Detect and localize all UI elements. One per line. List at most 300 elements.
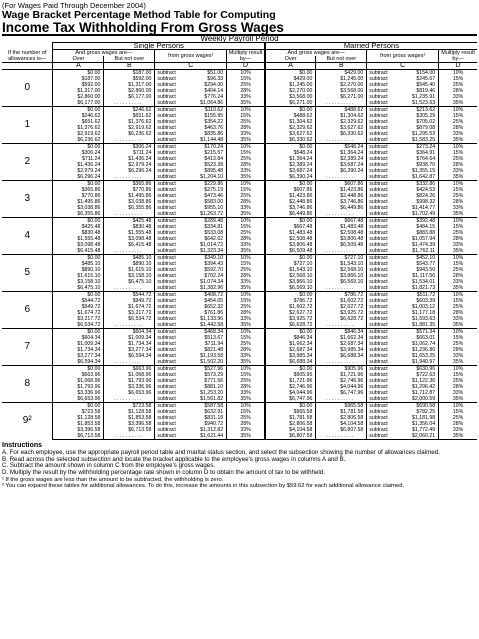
single-not-over-cell: . . . . . . . . . . xyxy=(104,359,155,366)
married-not-over-cell: $6,271.00 xyxy=(316,94,367,100)
single-over-cell: $2,979.24 xyxy=(53,168,104,174)
married-rate-cell: 28% xyxy=(439,347,477,353)
subtract-word: subtract xyxy=(369,242,388,248)
single-not-over-cell: $2,860.00 xyxy=(104,88,155,94)
married-over-cell: $1,543.10 xyxy=(265,267,316,273)
married-subtract-amount: $630.96 xyxy=(416,366,436,372)
married-rate-cell: 33% xyxy=(439,427,477,433)
married-subtract-amount: $364.91 xyxy=(416,150,436,156)
single-subtract-amount: $170.24 xyxy=(204,144,224,150)
period-note: (For Wages Paid Through December 2004) xyxy=(2,1,146,10)
married-not-over-cell: $1,423.86 xyxy=(316,187,367,193)
single-subtract-amount: $711.94 xyxy=(204,341,224,347)
single-not-over-cell: $6,296.24 xyxy=(104,168,155,174)
col-letter: C xyxy=(367,63,439,70)
married-over-cell: $1,721.96 xyxy=(265,378,316,384)
single-subtract-amount: $702.24 xyxy=(204,273,224,279)
single-not-over-cell: $365.86 xyxy=(104,181,155,188)
married-rate-cell: 35% xyxy=(439,285,477,292)
subtract-word: subtract xyxy=(369,82,388,88)
single-subtract-amount: $895.48 xyxy=(204,168,224,174)
single-not-over-cell: $6,355.86 xyxy=(104,205,155,211)
single-not-over-cell: $3,277.34 xyxy=(104,347,155,353)
single-over-cell: $3,098.48 xyxy=(53,242,104,248)
single-over-cell: $6,534.72 xyxy=(53,322,104,329)
married-not-over-cell: $667.48 xyxy=(316,218,367,225)
instruction-item: C. Subtract the amount shown in column C from the employee's gross wages. xyxy=(2,462,216,470)
married-subtract-amount: $1,712.87 xyxy=(412,390,436,396)
married-over-cell: $2,389.24 xyxy=(265,162,316,168)
single-over-cell: $425.48 xyxy=(53,224,104,230)
subtract-word: subtract xyxy=(157,242,176,248)
single-subtract-amount: $1,561.82 xyxy=(200,396,224,402)
allowance-count: 5 xyxy=(2,255,53,292)
single-not-over-cell: $3,038.86 xyxy=(104,199,155,205)
single-subtract-amount: $110.62 xyxy=(204,107,224,113)
allowance-count: 2 xyxy=(2,144,53,181)
married-rate-cell: 35% xyxy=(439,100,477,107)
single-over-cell: $0.00 xyxy=(53,218,104,225)
subtract-word: subtract xyxy=(157,359,176,365)
married-over-cell: $607.86 xyxy=(265,187,316,193)
married-not-over-cell: $727.10 xyxy=(316,255,367,262)
subtract-word: subtract xyxy=(369,390,388,396)
single-rate-cell: 35% xyxy=(227,433,265,440)
subtract-word: subtract xyxy=(369,403,388,409)
col-letter: D xyxy=(439,63,477,70)
married-not-over-cell: $429.00 xyxy=(316,70,367,77)
subtract-word: subtract xyxy=(369,335,388,341)
subtract-word: subtract xyxy=(369,347,388,353)
subtract-word: subtract xyxy=(157,415,176,421)
subtract-word: subtract xyxy=(369,218,388,224)
married-rate-cell: 33% xyxy=(439,353,477,359)
single-rate-cell: 15% xyxy=(227,261,265,267)
married-rate-cell: 15% xyxy=(439,261,477,267)
single-over-cell: $1,853.58 xyxy=(53,421,104,427)
married-not-over-cell: $607.86 xyxy=(316,181,367,188)
subtract-word: subtract xyxy=(157,199,176,205)
single-rate-cell: 35% xyxy=(227,285,265,292)
subtract-word: subtract xyxy=(369,205,388,211)
married-subtract-amount: $1,821.73 xyxy=(412,285,436,291)
single-subtract-amount: $1,323.34 xyxy=(200,248,224,254)
single-subtract-amount: $275.19 xyxy=(204,187,224,193)
married-not-over-cell: $1,304.62 xyxy=(316,113,367,119)
single-rate-cell: 10% xyxy=(227,255,265,262)
single-rate-cell: 10% xyxy=(227,329,265,336)
single-subtract-amount: $513.67 xyxy=(204,335,224,341)
subtract-word: subtract xyxy=(157,372,176,378)
subtract-word: subtract xyxy=(157,316,176,322)
single-subtract-amount: $1,014.72 xyxy=(200,242,224,248)
single-rate-cell: 35% xyxy=(227,137,265,144)
single-subtract-amount: $289.48 xyxy=(204,218,224,224)
col-letter: B xyxy=(316,63,367,70)
subtract-word: subtract xyxy=(369,322,388,328)
single-over-cell: $6,236.62 xyxy=(53,137,104,144)
single-rate-cell: 35% xyxy=(227,100,265,107)
single-subtract-amount: $821.48 xyxy=(204,347,224,353)
single-not-over-cell: . . . . . . . . . . xyxy=(104,285,155,292)
married-rate-cell: 10% xyxy=(439,366,477,373)
single-not-over-header: But not over xyxy=(104,56,155,63)
married-subtract-amount: $1,295.53 xyxy=(412,131,436,137)
allowance-count: 1 xyxy=(2,107,53,144)
married-not-over-cell: $1,543.10 xyxy=(316,261,367,267)
single-subtract-amount: $583.00 xyxy=(204,199,224,205)
single-rate-cell: 25% xyxy=(227,156,265,162)
married-subtract-cell xyxy=(367,433,439,440)
page-title: Income Tax Withholding From Gross Wages xyxy=(2,20,284,35)
single-not-over-cell: $6,475.10 xyxy=(104,279,155,285)
instruction-item: A. For each employee, use the appropriate payroll period table and marital status section, and select the subsection showing the number of allowances claimed. xyxy=(2,448,440,456)
single-rate-cell: 10% xyxy=(227,218,265,225)
single-not-over-cell: $711.24 xyxy=(104,150,155,156)
subtract-word: subtract xyxy=(369,181,388,187)
single-rate-cell: 28% xyxy=(227,125,265,131)
married-subtract-amount: $1,593.63 xyxy=(412,316,436,322)
married-not-over-cell: $6,688.34 xyxy=(316,353,367,359)
single-rate-cell: 33% xyxy=(227,316,265,322)
single-subtract-amount: $592.70 xyxy=(204,267,224,273)
single-over-cell: $1,793.96 xyxy=(53,384,104,390)
married-rate-cell: 10% xyxy=(439,70,477,77)
subtract-word: subtract xyxy=(157,205,176,211)
allowance-count: 4 xyxy=(2,218,53,255)
married-rate-cell: 15% xyxy=(439,298,477,304)
single-over-cell: $6,653.96 xyxy=(53,396,104,403)
married-not-over-cell: . . . . . . . . . . xyxy=(316,211,367,218)
single-not-over-cell: $1,495.86 xyxy=(104,193,155,199)
married-rate-cell: 33% xyxy=(439,94,477,100)
married-over-cell: $6,569.10 xyxy=(265,285,316,292)
single-subtract-amount: $573.29 xyxy=(204,372,224,378)
married-subtract-amount: $154.00 xyxy=(416,70,436,76)
married-subtract-amount: $452.10 xyxy=(416,255,436,261)
married-rate-cell: 28% xyxy=(439,310,477,316)
single-not-over-cell: $425.48 xyxy=(104,218,155,225)
single-subtract-amount: $413.84 xyxy=(204,156,224,162)
married-rate-cell: 28% xyxy=(439,199,477,205)
single-rate-cell: 25% xyxy=(227,267,265,273)
married-over-cell: $2,568.10 xyxy=(265,273,316,279)
single-not-over-cell: . . . . . . . . . . xyxy=(104,211,155,218)
single-not-over-cell: $1,555.48 xyxy=(104,230,155,236)
single-not-over-cell: $485.10 xyxy=(104,255,155,262)
married-not-over-cell: $3,985.34 xyxy=(316,347,367,353)
subtract-word: subtract xyxy=(157,390,176,396)
subtract-word: subtract xyxy=(157,322,176,328)
single-rate-cell: 15% xyxy=(227,335,265,341)
single-subtract-amount: $96.33 xyxy=(207,76,224,82)
single-subtract-amount: $523.38 xyxy=(204,162,224,168)
single-rate-cell: 35% xyxy=(227,174,265,181)
married-subtract-amount: $543.77 xyxy=(416,261,436,267)
married-rate-cell: 10% xyxy=(439,107,477,114)
married-not-over-cell: $6,449.86 xyxy=(316,205,367,211)
single-not-over-cell: $1,793.96 xyxy=(104,378,155,384)
married-not-over-cell: $2,687.34 xyxy=(316,341,367,347)
married-not-over-cell: $6,747.96 xyxy=(316,390,367,396)
married-not-over-cell: $2,270.00 xyxy=(316,82,367,88)
page-subtitle: Wage Bracket Percentage Method Table for Computing xyxy=(2,9,276,21)
subtract-word: subtract xyxy=(369,316,388,322)
single-subtract-amount: $354.22 xyxy=(204,119,224,125)
subtract-word: subtract xyxy=(369,372,388,378)
married-not-over-cell: . . . . . . . . . . xyxy=(316,174,367,181)
single-not-over-cell: $1,068.96 xyxy=(104,372,155,378)
single-rate-cell: 33% xyxy=(227,279,265,285)
single-subtract-amount: $215.57 xyxy=(204,150,224,156)
married-not-over-cell: $2,448.86 xyxy=(316,193,367,199)
subtract-word: subtract xyxy=(369,174,388,180)
married-not-over-header: But not over xyxy=(316,56,367,63)
subtract-word: subtract xyxy=(157,329,176,335)
allowance-count: 6 xyxy=(2,292,53,329)
single-over-cell: $2,860.00 xyxy=(53,94,104,100)
subtract-word: subtract xyxy=(157,137,176,143)
single-rate-cell: 28% xyxy=(227,347,265,353)
subtract-word: subtract xyxy=(369,168,388,174)
subtract-word: subtract xyxy=(369,125,388,131)
married-over-cell: $6,271.00 xyxy=(265,100,316,107)
subtract-word: subtract xyxy=(157,193,176,199)
subtract-word: subtract xyxy=(369,384,388,390)
married-over-cell: $6,688.34 xyxy=(265,359,316,366)
subtract-word: subtract xyxy=(369,285,388,291)
married-rate-cell: 10% xyxy=(439,181,477,188)
allowance-count: 8 xyxy=(2,366,53,403)
single-not-over-cell: $2,919.62 xyxy=(104,125,155,131)
married-over-cell: $1,304.62 xyxy=(265,119,316,125)
subtract-word: subtract xyxy=(369,378,388,384)
single-not-over-cell: $6,236.62 xyxy=(104,131,155,137)
single-not-over-cell: . . . . . . . . . . xyxy=(104,396,155,403)
married-over-cell: $3,866.10 xyxy=(265,279,316,285)
subtract-word: subtract xyxy=(369,341,388,347)
married-rate-cell: 15% xyxy=(439,76,477,82)
married-not-over-cell: $3,687.24 xyxy=(316,162,367,168)
single-over-cell: $1,068.96 xyxy=(53,378,104,384)
single-rate-cell: 10% xyxy=(227,181,265,188)
single-over-cell: $365.86 xyxy=(53,187,104,193)
subtract-word: subtract xyxy=(157,144,176,150)
single-subtract-amount: $51.00 xyxy=(207,70,224,76)
married-not-over-cell: . . . . . . . . . . xyxy=(316,322,367,329)
single-subtract-amount: $881.10 xyxy=(204,384,224,390)
single-subtract-amount: $955.10 xyxy=(204,205,224,211)
single-subtract-amount: $587.58 xyxy=(204,403,224,409)
married-subtract-amount: $998.32 xyxy=(416,199,436,205)
single-over-cell: $6,296.24 xyxy=(53,174,104,181)
subtract-word: subtract xyxy=(369,107,388,113)
married-over-cell: $2,627.72 xyxy=(265,310,316,316)
married-over-cell: $488.62 xyxy=(265,113,316,119)
single-over-cell: $0.00 xyxy=(53,366,104,373)
married-rate-cell: 15% xyxy=(439,150,477,156)
married-over-cell: $0.00 xyxy=(265,366,316,373)
single-subtract-amount: $155.95 xyxy=(204,113,224,119)
married-over-cell: $846.34 xyxy=(265,335,316,341)
subtract-word: subtract xyxy=(157,409,176,415)
married-subtract-amount: $1,702.49 xyxy=(412,211,436,217)
single-over-cell: $6,415.48 xyxy=(53,248,104,255)
married-subtract-amount: $819.46 xyxy=(416,88,436,94)
married-rate-cell: 28% xyxy=(439,273,477,279)
married-over-cell: $2,806.58 xyxy=(265,421,316,427)
subtract-word: subtract xyxy=(157,384,176,390)
single-subtract-amount: $771.56 xyxy=(204,378,224,384)
married-over-cell: $0.00 xyxy=(265,329,316,336)
single-subtract-amount: $533.08 xyxy=(204,230,224,236)
single-not-over-cell: $1,128.58 xyxy=(104,409,155,415)
married-over-cell: $3,568.00 xyxy=(265,94,316,100)
allowance-count: 0 xyxy=(2,70,53,107)
married-subtract-amount: $1,356.04 xyxy=(412,421,436,427)
subtract-word: subtract xyxy=(369,113,388,119)
married-over-cell: $1,781.58 xyxy=(265,415,316,421)
single-over-cell: $0.00 xyxy=(53,329,104,336)
married-over-cell: $1,483.48 xyxy=(265,230,316,236)
married-not-over-cell: $905.96 xyxy=(316,366,367,373)
married-rate-cell: 25% xyxy=(439,267,477,273)
single-not-over-cell: $3,158.10 xyxy=(104,273,155,279)
married-rate-cell: 33% xyxy=(439,242,477,248)
single-over-cell: $544.72 xyxy=(53,298,104,304)
single-rate-cell: 35% xyxy=(227,359,265,366)
single-persons-header: Single Persons xyxy=(53,43,265,50)
married-subtract-amount: $722.63 xyxy=(416,372,436,378)
married-over-cell: $429.00 xyxy=(265,76,316,82)
married-subtract-amount: $1,772.49 xyxy=(412,427,436,433)
married-rate-cell: 10% xyxy=(439,144,477,151)
subtract-word: subtract xyxy=(369,131,388,137)
married-rate-cell: 15% xyxy=(439,335,477,341)
married-over-cell: $786.72 xyxy=(265,298,316,304)
married-subtract-amount: $1,523.63 xyxy=(412,100,436,106)
single-not-over-cell: $6,594.34 xyxy=(104,353,155,359)
single-rate-cell: 28% xyxy=(227,236,265,242)
single-not-over-cell: $604.34 xyxy=(104,329,155,336)
married-rate-cell: 33% xyxy=(439,279,477,285)
single-subtract-amount: $1,442.58 xyxy=(200,322,224,328)
single-subtract-amount: $527.96 xyxy=(204,366,224,372)
subtract-word: subtract xyxy=(369,100,388,106)
married-not-over-cell: $548.24 xyxy=(316,144,367,151)
married-rate-cell: 33% xyxy=(439,205,477,211)
married-not-over-cell: $2,627.72 xyxy=(316,304,367,310)
single-not-over-cell: $3,336.96 xyxy=(104,384,155,390)
subtract-word: subtract xyxy=(369,409,388,415)
subtract-word: subtract xyxy=(157,261,176,267)
subtract-word: subtract xyxy=(157,76,176,82)
subtract-word: subtract xyxy=(157,187,176,193)
subtract-word: subtract xyxy=(157,267,176,273)
married-rate-cell: 25% xyxy=(439,156,477,162)
subtract-word: subtract xyxy=(369,415,388,421)
single-rate-cell: 25% xyxy=(227,119,265,125)
married-rate-cell: 33% xyxy=(439,168,477,174)
single-rate-cell: 28% xyxy=(227,384,265,390)
col-letter: C xyxy=(155,63,227,70)
single-over-cell: $890.10 xyxy=(53,267,104,273)
married-subtract-amount: $2,000.59 xyxy=(412,396,436,402)
subtract-word: subtract xyxy=(157,433,176,439)
married-rate-cell: 28% xyxy=(439,421,477,427)
married-over-cell: $3,746.86 xyxy=(265,205,316,211)
single-over-cell: $3,038.86 xyxy=(53,205,104,211)
single-not-over-cell: $949.72 xyxy=(104,298,155,304)
married-rate-cell: 10% xyxy=(439,329,477,336)
married-rate-cell: 33% xyxy=(439,131,477,137)
subtract-word: subtract xyxy=(369,236,388,242)
married-rate-cell: 15% xyxy=(439,372,477,378)
footnote: ¹ If the gross wages are less than the amount to be subtracted, the withholding is zero. xyxy=(2,476,224,483)
subtract-word: subtract xyxy=(157,218,176,224)
subtract-word: subtract xyxy=(369,279,388,285)
married-over-cell: $727.10 xyxy=(265,261,316,267)
single-over-cell: $3,158.10 xyxy=(53,279,104,285)
subtract-word: subtract xyxy=(157,70,176,76)
single-not-over-cell: $1,734.34 xyxy=(104,341,155,347)
married-rate-cell: 35% xyxy=(439,174,477,181)
subtract-word: subtract xyxy=(157,100,176,106)
married-not-over-cell: . . . . . . . . . . xyxy=(316,396,367,403)
single-over-cell: $1,128.58 xyxy=(53,415,104,421)
married-rate-cell: 28% xyxy=(439,162,477,168)
subtract-word: subtract xyxy=(157,150,176,156)
single-subtract-header: from gross wages¹ xyxy=(155,50,227,63)
married-subtract-amount: $690.58 xyxy=(416,403,436,409)
col-letter: B xyxy=(104,63,155,70)
single-rate-cell: 33% xyxy=(227,205,265,211)
married-not-over-cell: . . . . . . . . . . xyxy=(316,100,367,107)
subtract-word: subtract xyxy=(157,298,176,304)
single-not-over-cell: $651.62 xyxy=(104,113,155,119)
married-subtract-amount: $1,177.18 xyxy=(412,310,436,316)
subtract-word: subtract xyxy=(157,119,176,125)
single-subtract-amount: $1,382.96 xyxy=(200,285,224,291)
married-subtract-amount: $213.62 xyxy=(416,107,436,113)
single-rate-cell: 35% xyxy=(227,322,265,329)
married-over-cell: $6,449.86 xyxy=(265,211,316,218)
married-rate-cell: 35% xyxy=(439,433,477,440)
married-subtract-amount: $545.40 xyxy=(416,82,436,88)
single-over-cell: $0.00 xyxy=(53,292,104,299)
married-over-cell: $2,448.86 xyxy=(265,199,316,205)
single-over-cell: $6,475.10 xyxy=(53,285,104,292)
single-subtract-amount: $1,064.86 xyxy=(200,100,224,106)
single-rate-cell: 15% xyxy=(227,150,265,156)
subtract-word: subtract xyxy=(369,273,388,279)
single-over-cell: $0.00 xyxy=(53,70,104,77)
subtract-word: subtract xyxy=(157,366,176,372)
married-rate-cell: 35% xyxy=(439,359,477,366)
single-rate-cell: 33% xyxy=(227,427,265,433)
single-rate-cell: 33% xyxy=(227,131,265,137)
subtract-word: subtract xyxy=(369,137,388,143)
single-over-cell: $0.00 xyxy=(53,107,104,114)
single-rate-cell: 33% xyxy=(227,168,265,174)
single-subtract-amount: $1,263.72 xyxy=(200,211,224,217)
married-not-over-cell: $2,508.48 xyxy=(316,230,367,236)
single-over-cell: $604.34 xyxy=(53,335,104,341)
subtract-word: subtract xyxy=(369,292,388,298)
married-over-cell: $3,985.34 xyxy=(265,353,316,359)
single-subtract-amount: $229.86 xyxy=(204,181,224,187)
married-not-over-cell: $1,721.96 xyxy=(316,372,367,378)
